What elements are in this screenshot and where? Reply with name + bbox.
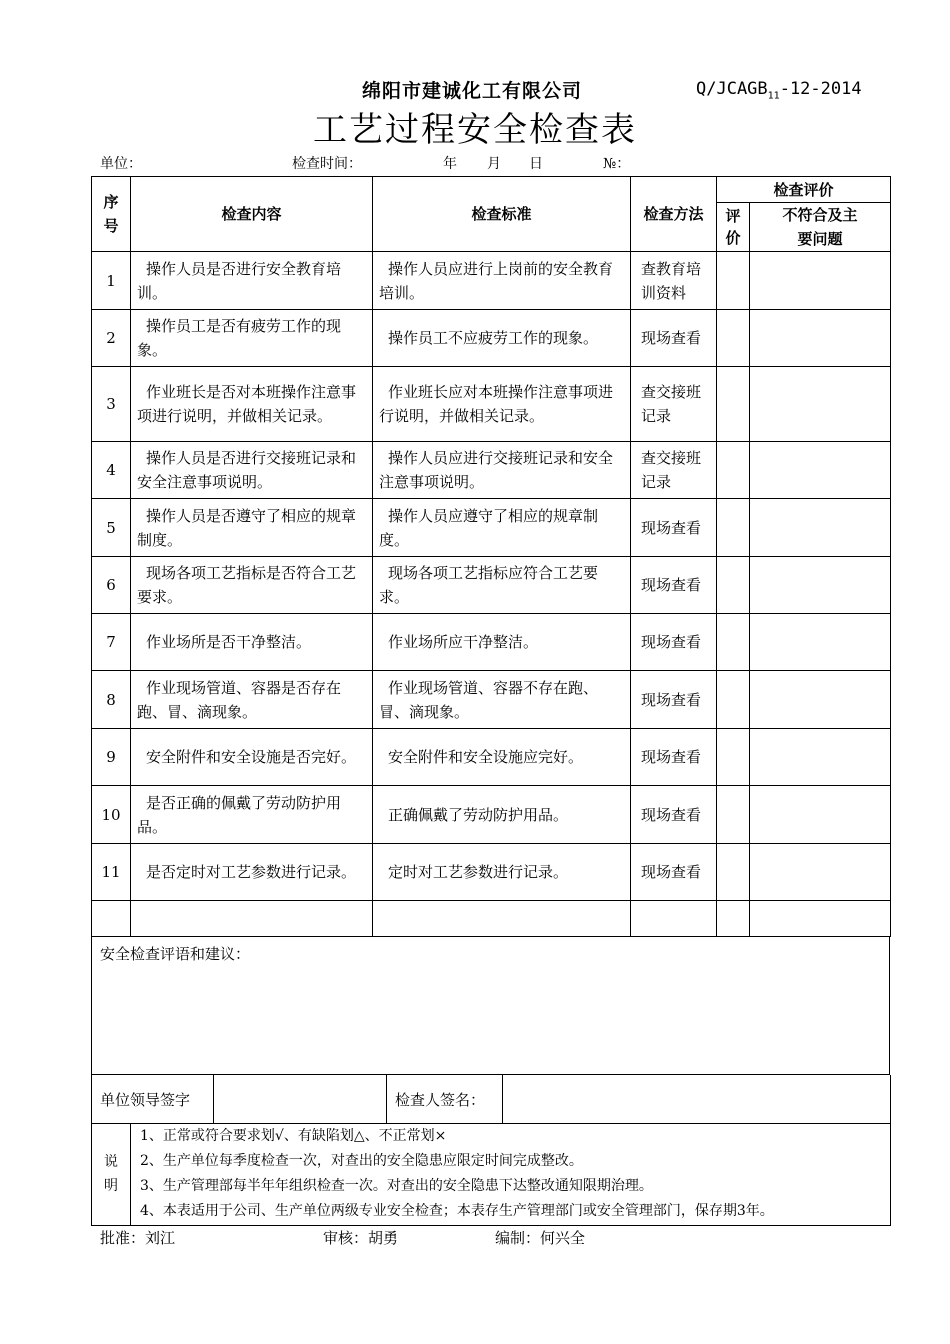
table-row	[92, 367, 891, 442]
header-content: 检查内容	[131, 177, 373, 252]
notes-body	[131, 1123, 891, 1226]
row-rating[interactable]	[717, 786, 750, 844]
approved-by: 批准：刘江	[100, 1229, 176, 1247]
row-content: 操作人员是否进行交接班记录和安全注意事项说明。	[131, 442, 373, 499]
row-rating[interactable]	[717, 729, 750, 786]
doc-no-suffix: -12-2014	[779, 79, 862, 99]
company-name: 绵阳市建诚化工有限公司	[362, 80, 583, 102]
row-number: 5	[92, 499, 131, 557]
row-method: 现场查看	[631, 499, 717, 557]
row-issues[interactable]	[750, 844, 891, 901]
row-rating[interactable]	[717, 252, 750, 310]
note-item: 2、生产单位每季度检查一次，对查出的安全隐患应限定时间完成整改。	[140, 1153, 583, 1169]
table-row	[92, 310, 891, 367]
row-rating[interactable]	[717, 310, 750, 367]
row-issues[interactable]	[750, 252, 891, 310]
row-content: 作业现场管道、容器是否存在跑、冒、滴现象。	[131, 671, 373, 729]
row-issues[interactable]	[750, 557, 891, 614]
row-method: 现场查看	[631, 557, 717, 614]
row-standard: 操作人员应进行交接班记录和安全注意事项说明。	[373, 442, 631, 499]
row-standard	[373, 901, 631, 937]
row-number: 11	[92, 844, 131, 901]
row-content: 是否正确的佩戴了劳动防护用品。	[131, 786, 373, 844]
unit-label: 单位：	[100, 156, 142, 172]
row-issues[interactable]	[750, 367, 891, 442]
leader-signature-label: 单位领导签字	[92, 1075, 214, 1124]
row-issues[interactable]	[750, 499, 891, 557]
row-number: 7	[92, 614, 131, 671]
note-item: 4、本表适用于公司、生产单位两级专业安全检查；本表存生产管理部门或安全管理部门，保存期3年。	[140, 1203, 774, 1219]
header-issues: 不符合及主要问题	[750, 203, 891, 252]
header-standard: 检查标准	[373, 177, 631, 252]
row-content: 操作人员是否遵守了相应的规章制度。	[131, 499, 373, 557]
inspector-signature-field[interactable]	[503, 1075, 891, 1124]
row-number: 8	[92, 671, 131, 729]
row-method: 查教育培训资料	[631, 252, 717, 310]
row-method	[631, 901, 717, 937]
row-standard: 操作人员应进行上岗前的安全教育培训。	[373, 252, 631, 310]
table-row	[92, 557, 891, 614]
row-rating[interactable]	[717, 367, 750, 442]
row-standard: 操作员工不应疲劳工作的现象。	[373, 310, 631, 367]
note-item: 1、正常或符合要求划√、有缺陷划△、不正常划×	[140, 1128, 447, 1144]
row-standard: 操作人员应遵守了相应的规章制度。	[373, 499, 631, 557]
row-content: 作业班长是否对本班操作注意事项进行说明，并做相关记录。	[131, 367, 373, 442]
reviewed-by: 审核：胡勇	[323, 1229, 399, 1247]
row-number: 6	[92, 557, 131, 614]
remarks-box[interactable]	[91, 937, 890, 1075]
row-standard: 作业场所应干净整洁。	[373, 614, 631, 671]
header-seq: 序号	[92, 177, 131, 252]
row-standard: 定时对工艺参数进行记录。	[373, 844, 631, 901]
row-content: 作业场所是否干净整洁。	[131, 614, 373, 671]
remarks-label: 安全检查评语和建议：	[100, 945, 251, 963]
row-number: 4	[92, 442, 131, 499]
row-issues[interactable]	[750, 671, 891, 729]
compiled-by: 编制：何兴全	[495, 1229, 586, 1247]
table-row	[92, 729, 891, 786]
row-standard: 作业现场管道、容器不存在跑、冒、滴现象。	[373, 671, 631, 729]
row-number: 1	[92, 252, 131, 310]
row-method: 查交接班记录	[631, 442, 717, 499]
signature-table	[91, 1075, 891, 1124]
row-rating[interactable]	[717, 844, 750, 901]
row-method: 现场查看	[631, 786, 717, 844]
row-method: 现场查看	[631, 844, 717, 901]
table-row	[92, 671, 891, 729]
table-row	[92, 614, 891, 671]
header-evaluation: 检查评价	[717, 177, 891, 203]
row-number: 10	[92, 786, 131, 844]
doc-no-prefix: Q/JCAGB	[696, 79, 768, 99]
row-standard: 现场各项工艺指标应符合工艺要求。	[373, 557, 631, 614]
row-standard: 安全附件和安全设施应完好。	[373, 729, 631, 786]
row-method: 现场查看	[631, 310, 717, 367]
row-method: 查交接班记录	[631, 367, 717, 442]
row-rating[interactable]	[717, 614, 750, 671]
table-row	[92, 252, 891, 310]
table-row	[92, 499, 891, 557]
row-number: 2	[92, 310, 131, 367]
row-content: 操作人员是否进行安全教育培训。	[131, 252, 373, 310]
row-issues[interactable]	[750, 442, 891, 499]
row-standard: 作业班长应对本班操作注意事项进行说明，并做相关记录。	[373, 367, 631, 442]
leader-signature-field[interactable]	[214, 1075, 387, 1124]
row-method: 现场查看	[631, 729, 717, 786]
row-method: 现场查看	[631, 671, 717, 729]
row-rating[interactable]	[717, 442, 750, 499]
row-content: 安全附件和安全设施是否完好。	[131, 729, 373, 786]
table-row	[92, 844, 891, 901]
table-row	[92, 442, 891, 499]
row-number: 3	[92, 367, 131, 442]
row-issues[interactable]	[750, 901, 891, 937]
row-issues[interactable]	[750, 310, 891, 367]
header-method: 检查方法	[631, 177, 717, 252]
row-issues[interactable]	[750, 614, 891, 671]
row-content: 现场各项工艺指标是否符合工艺要求。	[131, 557, 373, 614]
inspection-table	[91, 176, 891, 937]
doc-no-sub: 11	[767, 90, 780, 102]
row-content	[131, 901, 373, 937]
row-issues[interactable]	[750, 786, 891, 844]
number-label: №：	[603, 156, 631, 172]
inspector-signature-label: 检查人签名：	[387, 1075, 503, 1124]
page-title: 工艺过程安全检查表	[313, 110, 637, 150]
document-number	[696, 79, 862, 101]
table-row	[92, 786, 891, 844]
row-number: 9	[92, 729, 131, 786]
row-rating[interactable]	[717, 671, 750, 729]
notes-table	[91, 1123, 891, 1226]
note-item: 3、生产管理部每半年年组织检查一次。对查出的安全隐患下达整改通知限期治理。	[140, 1178, 653, 1194]
row-standard: 正确佩戴了劳动防护用品。	[373, 786, 631, 844]
row-method: 现场查看	[631, 614, 717, 671]
table-body	[92, 252, 891, 937]
row-rating[interactable]	[717, 499, 750, 557]
year-label: 年	[443, 156, 457, 172]
inspection-time-label: 检查时间：	[292, 156, 362, 172]
row-rating[interactable]	[717, 901, 750, 937]
row-number	[92, 901, 131, 937]
day-label: 日	[529, 156, 543, 172]
row-rating[interactable]	[717, 557, 750, 614]
row-content: 是否定时对工艺参数进行记录。	[131, 844, 373, 901]
row-issues[interactable]	[750, 729, 891, 786]
header-rating: 评价	[717, 203, 750, 252]
row-content: 操作员工是否有疲劳工作的现象。	[131, 310, 373, 367]
table-row	[92, 901, 891, 937]
month-label: 月	[487, 156, 501, 172]
notes-label: 说明	[92, 1123, 131, 1226]
